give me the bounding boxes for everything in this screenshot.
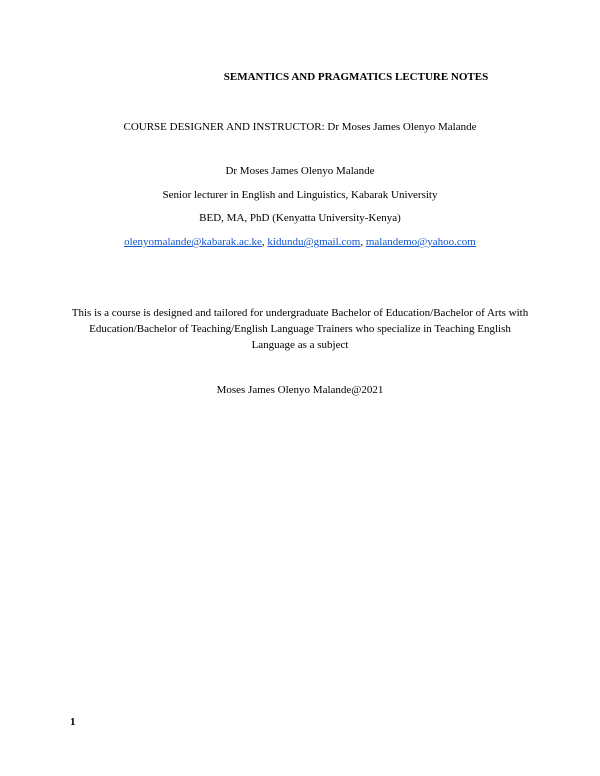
author-emails bbox=[0, 235, 600, 249]
course-designer-line: COURSE DESIGNER AND INSTRUCTOR: Dr Moses James Olenyo Malande bbox=[123, 121, 477, 133]
page-number: 1 bbox=[70, 716, 76, 728]
email-link-kabarak[interactable]: olenyomalande@kabarak.ac.ke bbox=[124, 236, 262, 248]
email-separator: , bbox=[360, 236, 366, 248]
email-separator: , bbox=[261, 236, 268, 248]
author-name: Dr Moses James Olenyo Malande bbox=[225, 165, 375, 177]
document-title: SEMANTICS AND PRAGMATICS LECTURE NOTES bbox=[223, 71, 489, 83]
author-position: Senior lecturer in English and Linguistics, Kabarak University bbox=[162, 189, 438, 201]
course-description: This is a course is designed and tailored for undergraduate Bachelor of Education/Bachelor of Arts with Education/Bachelor of Teaching/English Language Trainers who specialize in Teaching English Language as a subject bbox=[71, 307, 529, 351]
author-degrees: BED, MA, PhD (Kenyatta University-Kenya) bbox=[199, 212, 401, 224]
email-link-yahoo[interactable]: malandemo@yahoo.com bbox=[365, 236, 476, 248]
email-link-gmail[interactable]: kidundu@gmail.com bbox=[267, 236, 361, 248]
copyright-line: Moses James Olenyo Malande@2021 bbox=[216, 384, 384, 396]
